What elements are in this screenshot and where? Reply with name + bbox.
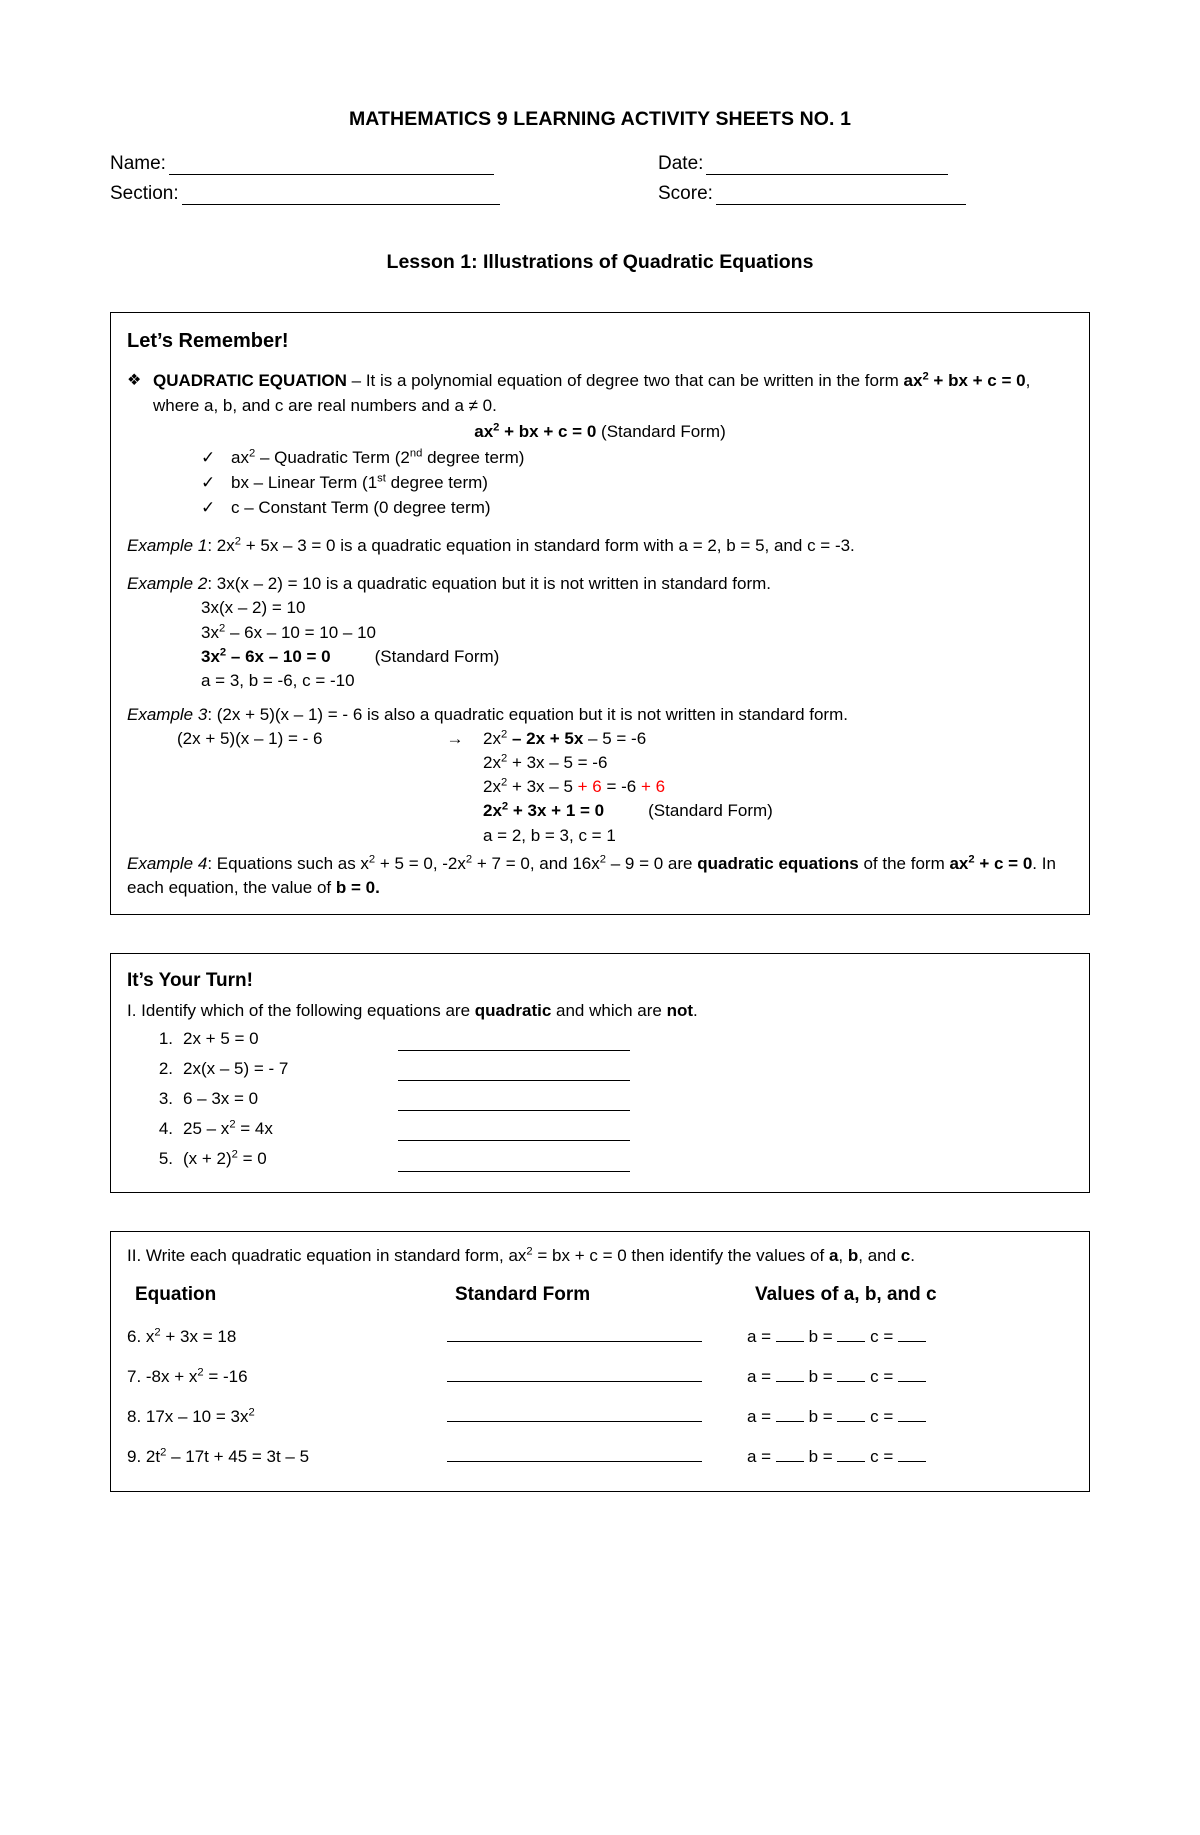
item-equation: $25 - x^2 = 4x$: [183, 1118, 273, 1139]
answer-input-line[interactable]: [398, 1156, 630, 1172]
example-4-bold-form: $ax^2 + c = 0$: [949, 852, 1033, 873]
column-header-equation: Equation: [135, 1283, 217, 1305]
term-list: [127, 446, 1073, 520]
value-b-blank: [837, 1448, 865, 1462]
example-3-standard-note: (Standard Form): [648, 801, 773, 821]
lets-remember-box: [110, 312, 1090, 915]
value-c-blank: [898, 1328, 926, 1342]
example-2-step-4: a = 3, b = -6, c = -10: [201, 670, 355, 690]
check-bullet-icon: ✓: [201, 447, 216, 467]
example-4-text-part3: . In each equation, the value of: [127, 853, 1056, 897]
section-score-row: [110, 183, 1090, 205]
term-item-quadratic: [127, 446, 1073, 470]
check-bullet-icon: ✓: [201, 498, 216, 518]
example-3-label: Example 3: [127, 704, 208, 724]
score-label: Score:: [658, 183, 713, 204]
part2-box: [110, 1231, 1090, 1493]
example-4-text-part1: : Equations such as $x^2 + 5 = 0$, $-2x^2 + 7 = 0$, and $16x^2 - 9 = 0$ are: [207, 852, 698, 873]
table-row: [127, 1405, 1073, 1429]
example-2-step-3: $3x^2 - 6x - 10 = 0$ (Standard Form): [201, 645, 1073, 669]
part1-instruction: [127, 999, 1073, 1023]
example-3: [127, 703, 1073, 848]
date-label: Date:: [658, 153, 704, 174]
example-4-bold-b: b = 0.: [335, 877, 380, 897]
name-label: Name:: [110, 153, 166, 174]
value-b-blank: [837, 1368, 865, 1382]
example-3-step-4: $2x^2 + 3x + 1 = 0$ (Standard Form): [483, 799, 1073, 823]
part2-instruction: II. Write each quadratic equation in standard form, $ax^2$ = bx + c = 0 then identify the values of a, b, and c.: [127, 1244, 915, 1265]
page-title: MATHEMATICS 9 LEARNING ACTIVITY SHEETS NO. 1: [348, 108, 852, 130]
date-input-line[interactable]: [706, 157, 948, 175]
item-number: 5.: [158, 1149, 173, 1169]
definition-inline-formula: $ax^2$ + bx + c = 0: [903, 370, 1026, 391]
item-equation: 6 – 3x = 0: [183, 1089, 259, 1109]
definition-bullet-row: [127, 369, 1073, 417]
example-3-step-3: $2x^2 + 3x - 5 + 6 = -6 + 6$: [483, 776, 666, 797]
term-item-constant: [127, 496, 1073, 520]
added-term-highlight: + 6: [577, 777, 602, 797]
part2-bold-b: b: [847, 1245, 859, 1265]
example-2-step-1: 3x(x – 2) = 10: [201, 598, 306, 618]
part1-bold-quadratic: quadratic: [474, 1000, 552, 1020]
example-1-label: Example 1: [127, 536, 208, 556]
row-values[interactable]: a = b = c =: [747, 1325, 1073, 1349]
answer-input-line[interactable]: [398, 1035, 630, 1051]
example-4: [127, 852, 1073, 900]
standard-form-note: (Standard Form): [601, 421, 726, 441]
example-2-label: Example 2: [127, 574, 208, 594]
term-item-linear: [127, 471, 1073, 495]
table-row: [127, 1365, 1073, 1389]
example-1-text: : $2x^2 + 5x - 3 = 0$ is a quadratic equation in standard form with a = 2, b = 5, and c = -3.: [207, 535, 855, 556]
section-input-line[interactable]: [182, 187, 500, 205]
example-2-steps: [201, 596, 1073, 693]
row-values[interactable]: a = b = c =: [747, 1445, 1073, 1469]
row-equation: 8. $17x - 10 = 3x^2$: [127, 1406, 255, 1426]
term-item-label: $ax^2$ – Quadratic Term (2nd degree term): [231, 447, 525, 467]
item-equation: 2x + 5 = 0: [183, 1028, 259, 1048]
definition-term: QUADRATIC EQUATION: [153, 371, 347, 391]
value-a-blank: [776, 1408, 804, 1422]
score-input-line[interactable]: [716, 187, 966, 205]
definition-text: [153, 369, 1073, 417]
part1-instruction-part3: .: [693, 1000, 698, 1020]
item-equation: $(x + 2)^2 = 0$: [183, 1148, 267, 1169]
row-equation: 9. $2t^2 - 17t + 45 = 3t - 5$: [127, 1446, 310, 1467]
list-item: [127, 1117, 1073, 1141]
part2-bold-a: a: [828, 1245, 839, 1265]
row-equation: 7. $-8x + x^2 = -16$: [127, 1366, 248, 1386]
row-values[interactable]: a = b = c =: [747, 1365, 1073, 1389]
standard-form-answer-line[interactable]: [447, 1365, 747, 1389]
part1-bold-not: not: [666, 1000, 694, 1020]
definition-dash: –: [346, 371, 366, 391]
example-4-label: Example 4: [127, 853, 208, 873]
date-field-group: [658, 153, 948, 175]
lesson-title: Lesson 1: Illustrations of Quadratic Equations: [386, 251, 814, 273]
check-bullet-icon: ✓: [201, 472, 216, 492]
item-number: 4.: [158, 1119, 173, 1139]
example-3-step-2: $2x^2 + 3x - 5 = -6$: [483, 752, 608, 773]
term-item-label: c – Constant Term (0 degree term): [231, 498, 491, 518]
standard-form-answer-line[interactable]: [447, 1445, 747, 1469]
example-2-step-2: $3x^2 - 6x - 10 = 10 - 10$: [201, 621, 376, 642]
row-values[interactable]: a = b = c =: [747, 1405, 1073, 1429]
example-4-bold-quadratic-equations: quadratic equations: [697, 853, 859, 873]
list-item: [127, 1057, 1073, 1081]
lets-remember-title: Let’s Remember!: [127, 330, 289, 352]
standard-form-formula: $ax^2$ + bx + c = 0: [474, 420, 597, 441]
row-equation: 6. $x^2 + 3x = 18$: [127, 1326, 237, 1346]
its-your-turn-title: It’s Your Turn!: [127, 969, 253, 991]
value-c-blank: [898, 1448, 926, 1462]
standard-form-display: [127, 420, 1073, 444]
value-c-blank: [898, 1408, 926, 1422]
example-3-step-5: a = 2, b = 3, c = 1: [483, 825, 616, 845]
value-a-blank: [776, 1368, 804, 1382]
part2-table-header: [127, 1282, 1073, 1309]
answer-input-line[interactable]: [398, 1065, 630, 1081]
arrow-right-icon: →: [446, 729, 464, 749]
example-3-steps: [483, 727, 1073, 848]
definition-text-part1: It is a polynomial equation of degree two that can be written in the form: [365, 371, 904, 391]
score-field-group: [658, 183, 966, 205]
list-item: [127, 1147, 1073, 1171]
part1-instruction-part1: I. Identify which of the following equations are: [127, 1000, 475, 1020]
list-item: [127, 1027, 1073, 1051]
example-3-left-expression: (2x + 5)(x – 1) = - 6: [177, 729, 323, 749]
example-1: [127, 534, 1073, 558]
answer-input-line[interactable]: [398, 1125, 630, 1141]
standard-form-answer-line[interactable]: [447, 1405, 747, 1429]
list-item: [127, 1087, 1073, 1111]
item-number: 1.: [158, 1028, 173, 1048]
example-3-work: [177, 727, 1073, 848]
value-a-blank: [776, 1448, 804, 1462]
added-term-highlight: + 6: [640, 777, 666, 797]
standard-form-answer-line[interactable]: [447, 1325, 747, 1349]
column-header-standard-form: Standard Form: [455, 1283, 591, 1305]
name-field-group: [110, 153, 658, 175]
its-your-turn-box: [110, 953, 1090, 1193]
diamond-bullet-icon: ❖: [127, 372, 142, 390]
item-equation: 2x(x – 5) = - 7: [183, 1059, 289, 1079]
part2-bold-c: c: [900, 1245, 911, 1265]
example-2-text: : 3x(x – 2) = 10 is a quadratic equation but it is not written in standard form.: [207, 574, 771, 594]
value-b-blank: [837, 1328, 865, 1342]
name-date-row: [110, 153, 1090, 175]
table-row: [127, 1325, 1073, 1349]
term-item-label: bx – Linear Term (1st degree term): [231, 472, 488, 492]
value-c-blank: [898, 1368, 926, 1382]
example-2: [127, 572, 1073, 693]
value-a-blank: [776, 1328, 804, 1342]
example-3-step-1: $2x^2 - 2x + 5x - 5 = -6$: [483, 728, 647, 749]
item-number: 2.: [158, 1059, 173, 1079]
section-label: Section:: [110, 183, 179, 204]
value-b-blank: [837, 1408, 865, 1422]
example-2-standard-note: (Standard Form): [374, 646, 500, 666]
name-input-line[interactable]: [169, 157, 494, 175]
part1-item-list: [127, 1027, 1073, 1172]
table-row: [127, 1445, 1073, 1469]
example-3-text: : (2x + 5)(x – 1) = - 6 is also a quadratic equation but it is not written in standard form.: [207, 704, 848, 724]
column-header-values: Values of a, b, and c: [755, 1283, 937, 1305]
answer-input-line[interactable]: [398, 1095, 630, 1111]
definition-text-part2: , where a, b, and c are real numbers and a ≠ 0.: [153, 371, 1031, 415]
item-number: 3.: [158, 1089, 173, 1109]
part1-instruction-part2: and which are: [551, 1000, 667, 1020]
section-field-group: [110, 183, 658, 205]
example-4-text-part2: of the form: [858, 853, 950, 873]
